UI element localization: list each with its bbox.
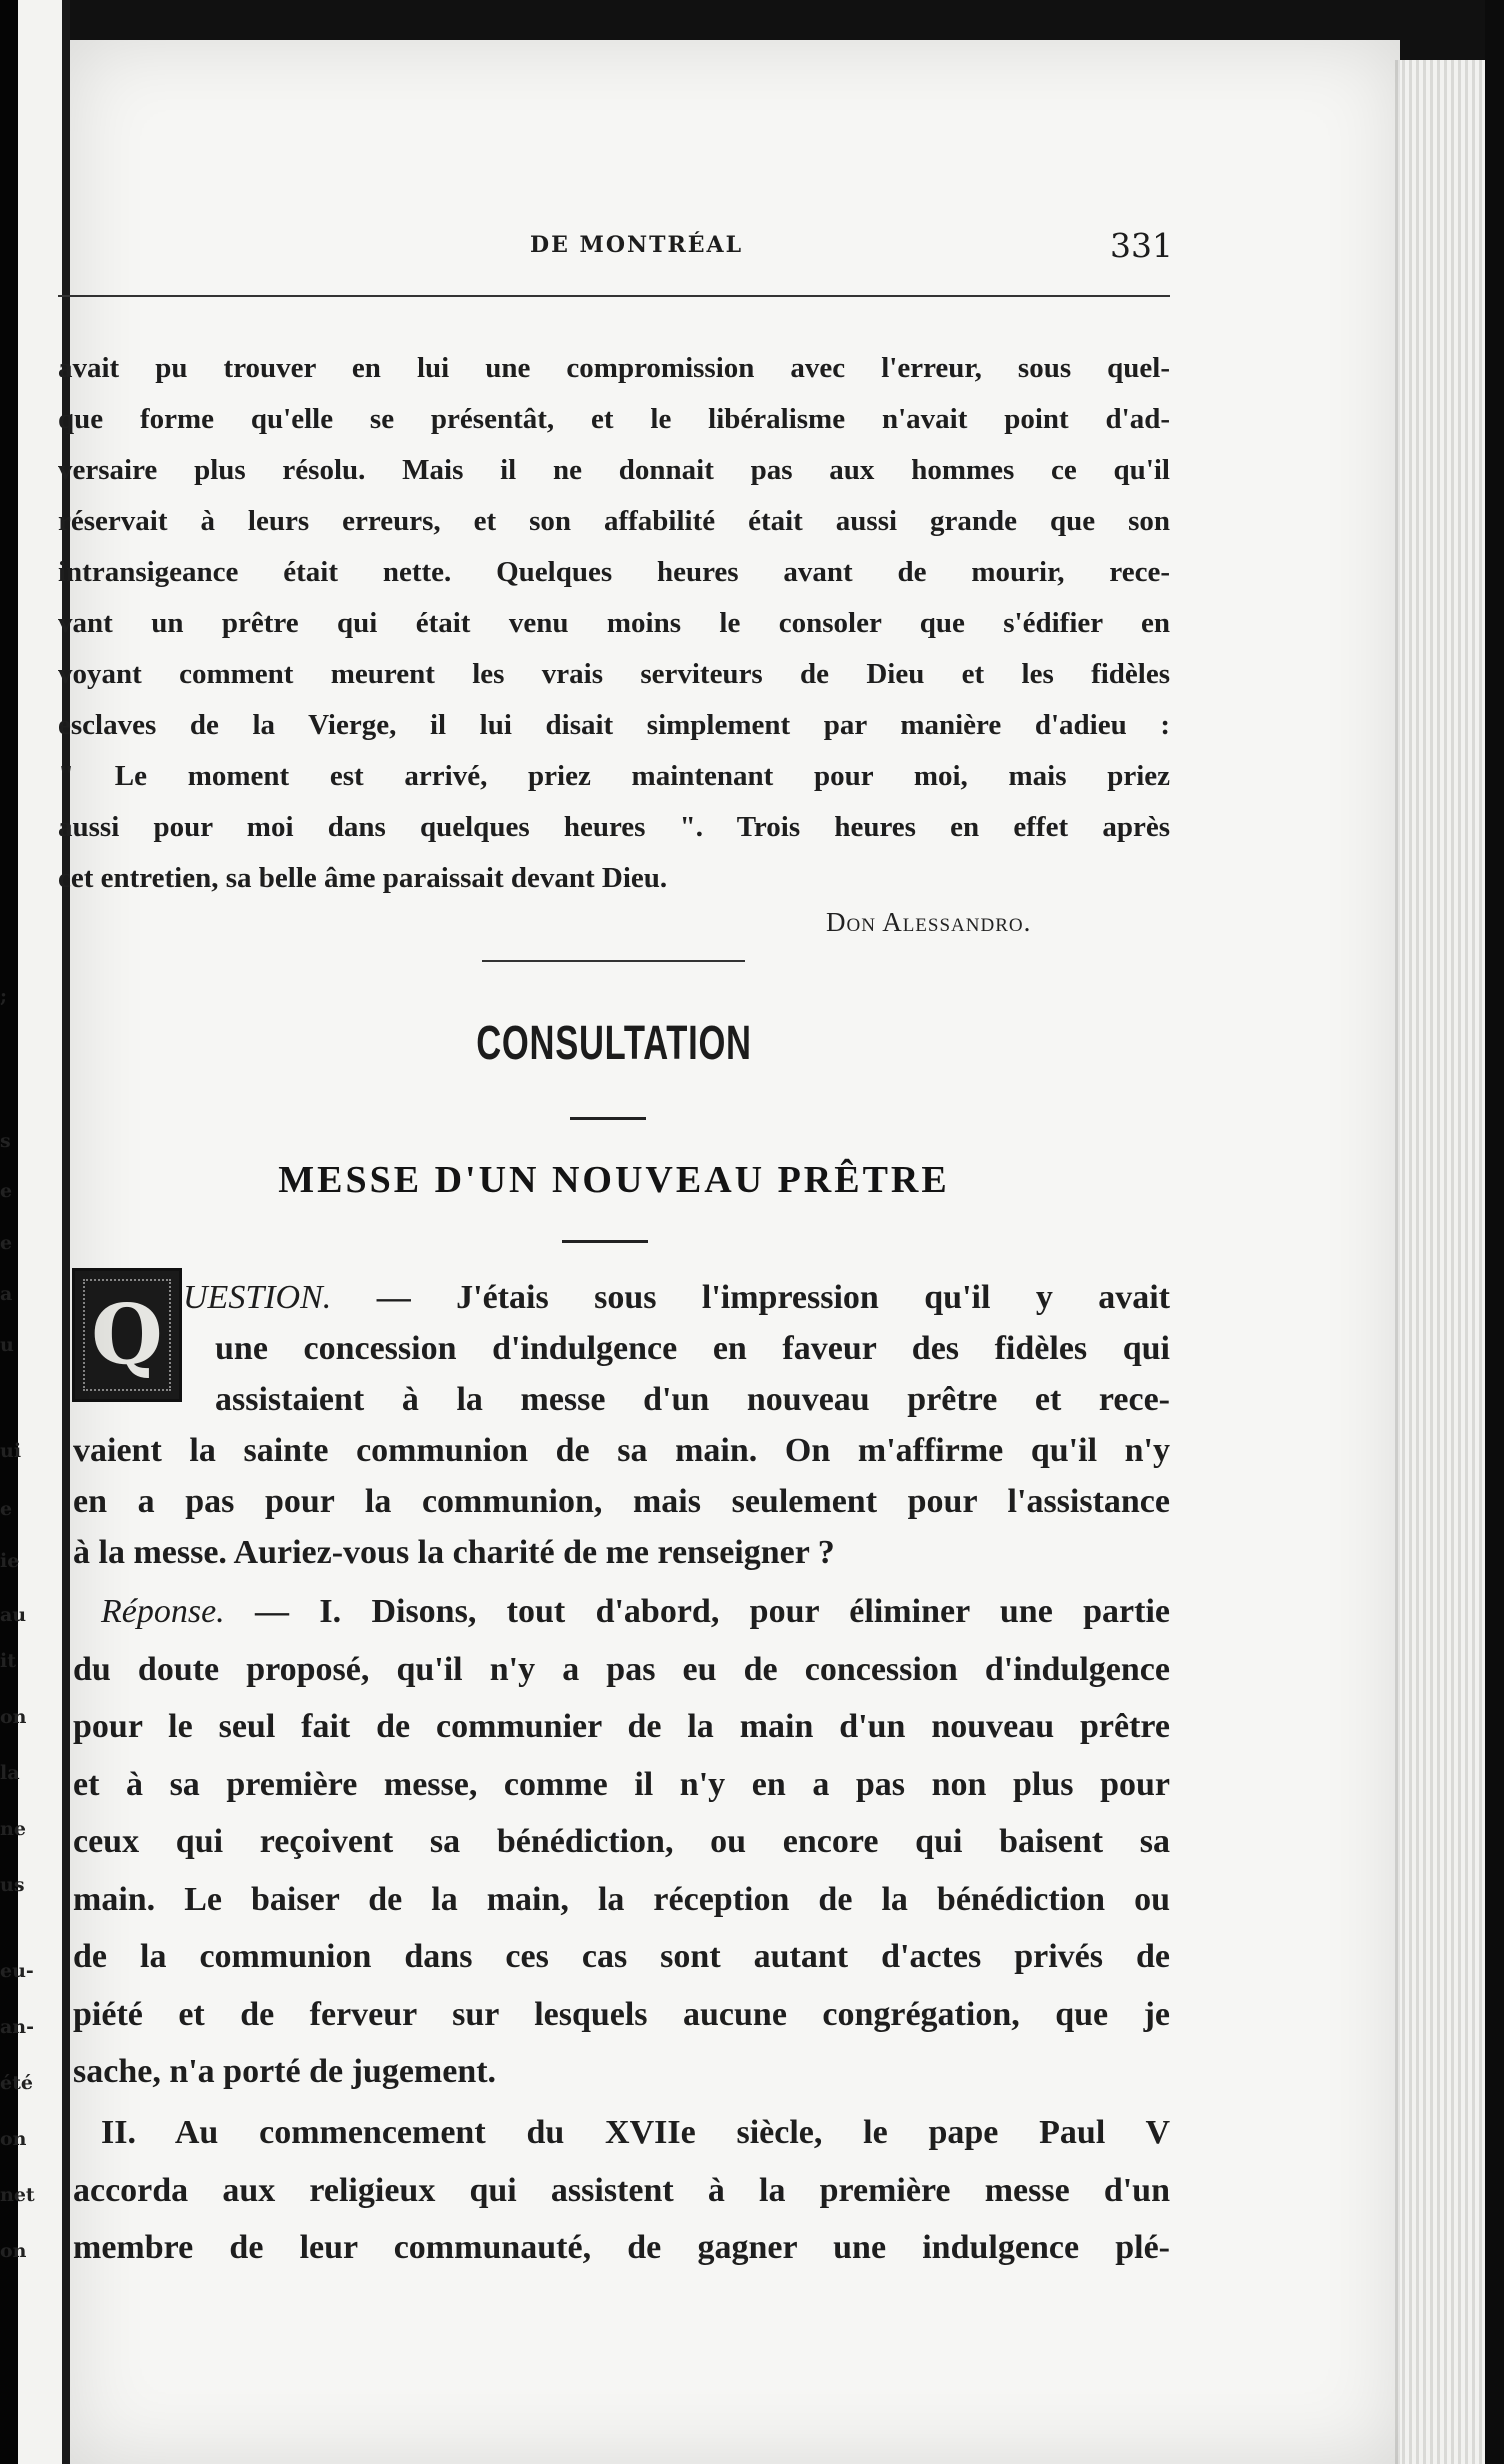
question-line-3: assistaient à la messe d'un nouveau prêtre et rece- — [215, 1381, 1170, 1418]
text-line: intransigeance était nette. Quelques heures avant de mourir, rece- — [58, 556, 1170, 588]
subheading-dash — [562, 1240, 648, 1243]
section-heading: CONSULTATION — [476, 1017, 752, 1070]
section-subheading: MESSE D'UN NOUVEAU PRÊTRE — [278, 1159, 950, 1201]
fragment: e — [0, 1180, 13, 1202]
text-line: et à sa première messe, comme il n'y en a pas non plus pour — [73, 1765, 1170, 1803]
fragment: été — [0, 2072, 33, 2094]
text-line: accorda aux religieux qui assistent à la première messe d'un — [73, 2171, 1170, 2209]
fragment: ui — [0, 1440, 22, 1462]
text-line: membre de leur communauté, de gagner une indulgence plé- — [73, 2229, 1170, 2266]
signature: Don Alessandro. — [826, 907, 1032, 937]
fragment: s — [0, 1130, 11, 1152]
fragment: ne — [0, 1818, 26, 1840]
response-line-1 — [73, 1583, 1170, 1641]
fragment: ; — [0, 985, 8, 1007]
fragment: u — [0, 1334, 14, 1356]
text-line: pour le seul fait de communier de la main d'un nouveau prêtre — [73, 1708, 1170, 1745]
fragment: e — [0, 1232, 13, 1254]
fragment: a — [0, 1283, 13, 1305]
text-line: vant un prêtre qui était venu moins le consoler que s'édifier en — [58, 607, 1170, 639]
text-line: que forme qu'elle se présentât, et le libéralisme n'avait point d'ad- — [58, 403, 1170, 435]
page-number: 331 — [1110, 226, 1173, 265]
running-head-title: DE MONTRÉAL — [530, 232, 744, 258]
fragment: us — [0, 1874, 25, 1896]
fragment: au — [0, 1604, 27, 1626]
fragment: it — [0, 1650, 16, 1672]
fragment: net — [0, 2184, 35, 2206]
page-stack-edge — [1395, 60, 1485, 2464]
fragment: e — [0, 1498, 13, 1520]
text-line: voyant comment meurent les vrais serviteurs de Dieu et les fidèles — [58, 658, 1170, 690]
text-line: avait pu trouver en lui une compromission avec l'erreur, sous quel- — [58, 352, 1170, 384]
question-line — [215, 1374, 1170, 1425]
ornamental-dropcap — [72, 1268, 182, 1402]
text-line: sache, n'a porté de jugement. — [73, 2053, 497, 2090]
question-line-6: à la messe. Auriez-vous la charité de me renseigner ? — [73, 1534, 835, 1571]
text-line: esclaves de la Vierge, il lui disait simplement par manière d'adieu : — [58, 709, 1170, 741]
question-line-2: une concession d'indulgence en faveur des fidèles qui — [215, 1330, 1170, 1367]
paragraph-4 — [73, 2104, 1170, 2277]
dropcap-letter: Q — [83, 1279, 171, 1391]
question-text: — J'étais sous l'impression qu'il y avait — [376, 1279, 1171, 1316]
text-line: cet entretien, sa belle âme paraissait devant Dieu. — [58, 862, 668, 894]
fragment: on — [0, 2240, 27, 2262]
text-line: de la communion dans ces cas sont autant d'actes privés de — [73, 1938, 1170, 1975]
header-rule — [58, 295, 1170, 297]
question-label: UESTION. — [183, 1279, 332, 1316]
heading-dash — [570, 1117, 646, 1120]
response-label: Réponse. — [101, 1593, 225, 1630]
question-line — [73, 1527, 1170, 1578]
question-line — [73, 1425, 1170, 1476]
fragment: eu- — [0, 1960, 34, 1982]
fragment: on — [0, 1706, 27, 1728]
question-line — [183, 1272, 1170, 1323]
question-line — [215, 1323, 1170, 1374]
question-line-5: en a pas pour la communion, mais seulement pour l'assistance — [73, 1483, 1170, 1520]
text-line: aussi pour moi dans quelques heures ". Trois heures en effet après — [58, 811, 1170, 843]
text-line: versaire plus résolu. Mais il ne donnait pas aux hommes ce qu'il — [58, 454, 1170, 486]
question-line-4: vaient la sainte communion de sa main. On m'affirme qu'il n'y — [73, 1432, 1170, 1469]
response-text: — I. Disons, tout d'abord, pour éliminer une partie — [255, 1593, 1170, 1630]
question-line-1 — [183, 1272, 1170, 1323]
fragment: la — [0, 1762, 20, 1784]
text-line: main. Le baiser de la main, la réception de la bénédiction ou — [73, 1880, 1170, 1918]
response-paragraph — [73, 1583, 1170, 2101]
text-line: ceux qui reçoivent sa bénédiction, ou encore qui baisent sa — [73, 1823, 1170, 1860]
paragraph-1 — [58, 343, 1170, 904]
text-line: II. Au commencement du XVIIe siècle, le pape Paul V — [101, 2114, 1170, 2151]
section-rule — [482, 960, 745, 962]
fragment: ie — [0, 1550, 20, 1572]
right-border — [1485, 0, 1504, 2464]
fragment: an- — [0, 2016, 35, 2038]
question-line — [73, 1476, 1170, 1527]
text-line: " Le moment est arrivé, priez maintenant pour moi, mais priez — [58, 760, 1170, 792]
running-head — [70, 226, 1173, 266]
text-line: du doute proposé, qu'il n'y a pas eu de concession d'indulgence — [73, 1650, 1170, 1688]
fragment: on — [0, 2128, 27, 2150]
text-line: réservait à leurs erreurs, et son affabilité était aussi grande que son — [58, 505, 1170, 537]
text-line: piété et de ferveur sur lesquels aucune congrégation, que je — [73, 1995, 1170, 2033]
